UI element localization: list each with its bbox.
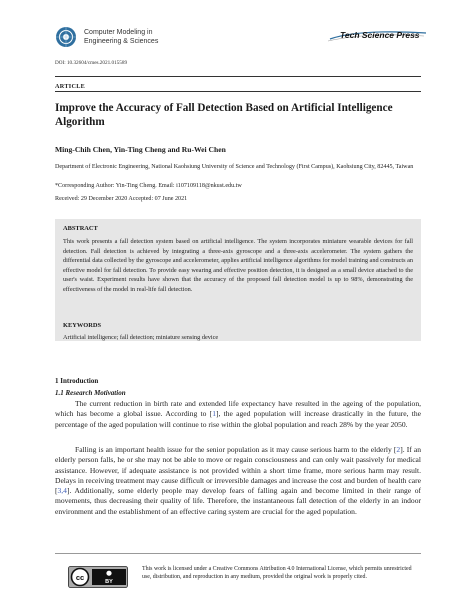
citation-link[interactable]: 1 bbox=[212, 409, 216, 419]
paragraph-1 bbox=[55, 399, 421, 430]
keywords-heading: KEYWORDS bbox=[63, 322, 101, 329]
journal-name-line2: Engineering & Sciences bbox=[84, 38, 159, 45]
header-rule-top bbox=[55, 76, 421, 77]
journal-name-line1: Computer Modeling in bbox=[84, 29, 153, 36]
journal-logo-icon bbox=[55, 26, 77, 48]
publisher-name: Tech Science Press bbox=[340, 30, 420, 40]
affiliation: Department of Electronic Engineering, National Kaohsiung University of Science and Technology (First Campus), Kaohsiung City, 82445, Taiwan bbox=[55, 164, 414, 170]
article-title: Improve the Accuracy of Fall Detection Based on Artificial Intelligence Algorithm bbox=[55, 102, 393, 128]
paragraph-2 bbox=[55, 445, 421, 517]
journal-name bbox=[84, 28, 204, 46]
publisher-logo bbox=[328, 29, 428, 43]
paragraph-1-part-b: ], the aged population will increase drastically in the future, the percentage of the aged population will continue to rise within the global population and reach 28% by the year 2050. bbox=[55, 409, 422, 429]
paragraph-1-part-a: The current reduction in birth rate and extended life expectancy have resulted in the ageing of the population, which has become a global issue. According to [ bbox=[55, 399, 421, 419]
citation-link[interactable]: 3,4 bbox=[57, 486, 67, 495]
abstract-text: This work presents a fall detection system based on artificial intelligence. The system incorporates miniature wearable devices for fall detection. Fall detection is achieved by integrating a three-axis gyroscope and a three-axis accelerometer. The system gathers the differential data collected by the gyroscope and accelerometer, applies artificial intelligence algorithms for model training and constructs an effective model for fall detection. To provide easy wearing and effective position detection, it is designed as a small device attached to the user's waist. Experiment results have shown that the accuracy of the proposed fall detection model is up to 98%, demonstrating the effectiveness of the model in real-life fall detection. bbox=[63, 238, 413, 293]
paragraph-2-part-b: ]. If an elderly person falls, he or she may not be able to move or regain consciousness and can only wait passively for medical assistance. However, if adequate assistance is not provided within a short time frame, more serious harm may result. Delays in receiving treatment may cause difficult or irreversible damages and increase the cost and burden of health care [ bbox=[55, 445, 422, 495]
article-type-label: ARTICLE bbox=[55, 83, 86, 90]
footer-rule bbox=[55, 553, 421, 554]
doi-link[interactable]: DOI: 10.32604/cmes.2021.015589 bbox=[55, 60, 128, 66]
abstract-box bbox=[55, 219, 421, 341]
cc-label: cc bbox=[75, 572, 85, 582]
keywords-text: Artificial intelligence; fall detection; miniature sensing device bbox=[63, 334, 219, 341]
paragraph-2-part-a: Falling is an important health issue for the senior population as it may cause serious harm to the elderly [ bbox=[75, 445, 397, 454]
subsection-heading: 1.1 Research Motivation bbox=[55, 389, 126, 397]
citation-link[interactable]: 2 bbox=[396, 445, 401, 454]
author-list: Ming-Chih Chen, Yin-Ting Cheng and Ru-Wei Chen bbox=[55, 145, 226, 154]
license-text: This work is licensed under a Creative Commons Attribution 4.0 International License, which permits unrestricted use, distribution, and reproduction in any medium, provided the original work is properly cited. bbox=[142, 566, 412, 580]
received-accepted-dates: Received: 29 December 2020 Accepted: 07 June 2021 bbox=[55, 196, 188, 202]
header-rule-bottom bbox=[55, 91, 421, 92]
corresponding-author: *Corresponding Author: Yin-Ting Cheng. Email: i107109118@nkust.edu.tw bbox=[55, 183, 242, 189]
section-heading: 1 Introduction bbox=[55, 377, 99, 385]
paragraph-2-part-c: ]. Additionally, some elderly people may develop fears of falling again and become limited in their range of movements, thus decreasing their quality of life. Therefore, the instantaneous fall detection of the elderly in an indoor environment and the establishment of an effective caring system are crucial for the aged population. bbox=[55, 486, 421, 516]
by-label: BY bbox=[105, 579, 113, 585]
abstract-heading: ABSTRACT bbox=[63, 225, 98, 232]
cc-by-license-icon[interactable] bbox=[68, 566, 128, 588]
